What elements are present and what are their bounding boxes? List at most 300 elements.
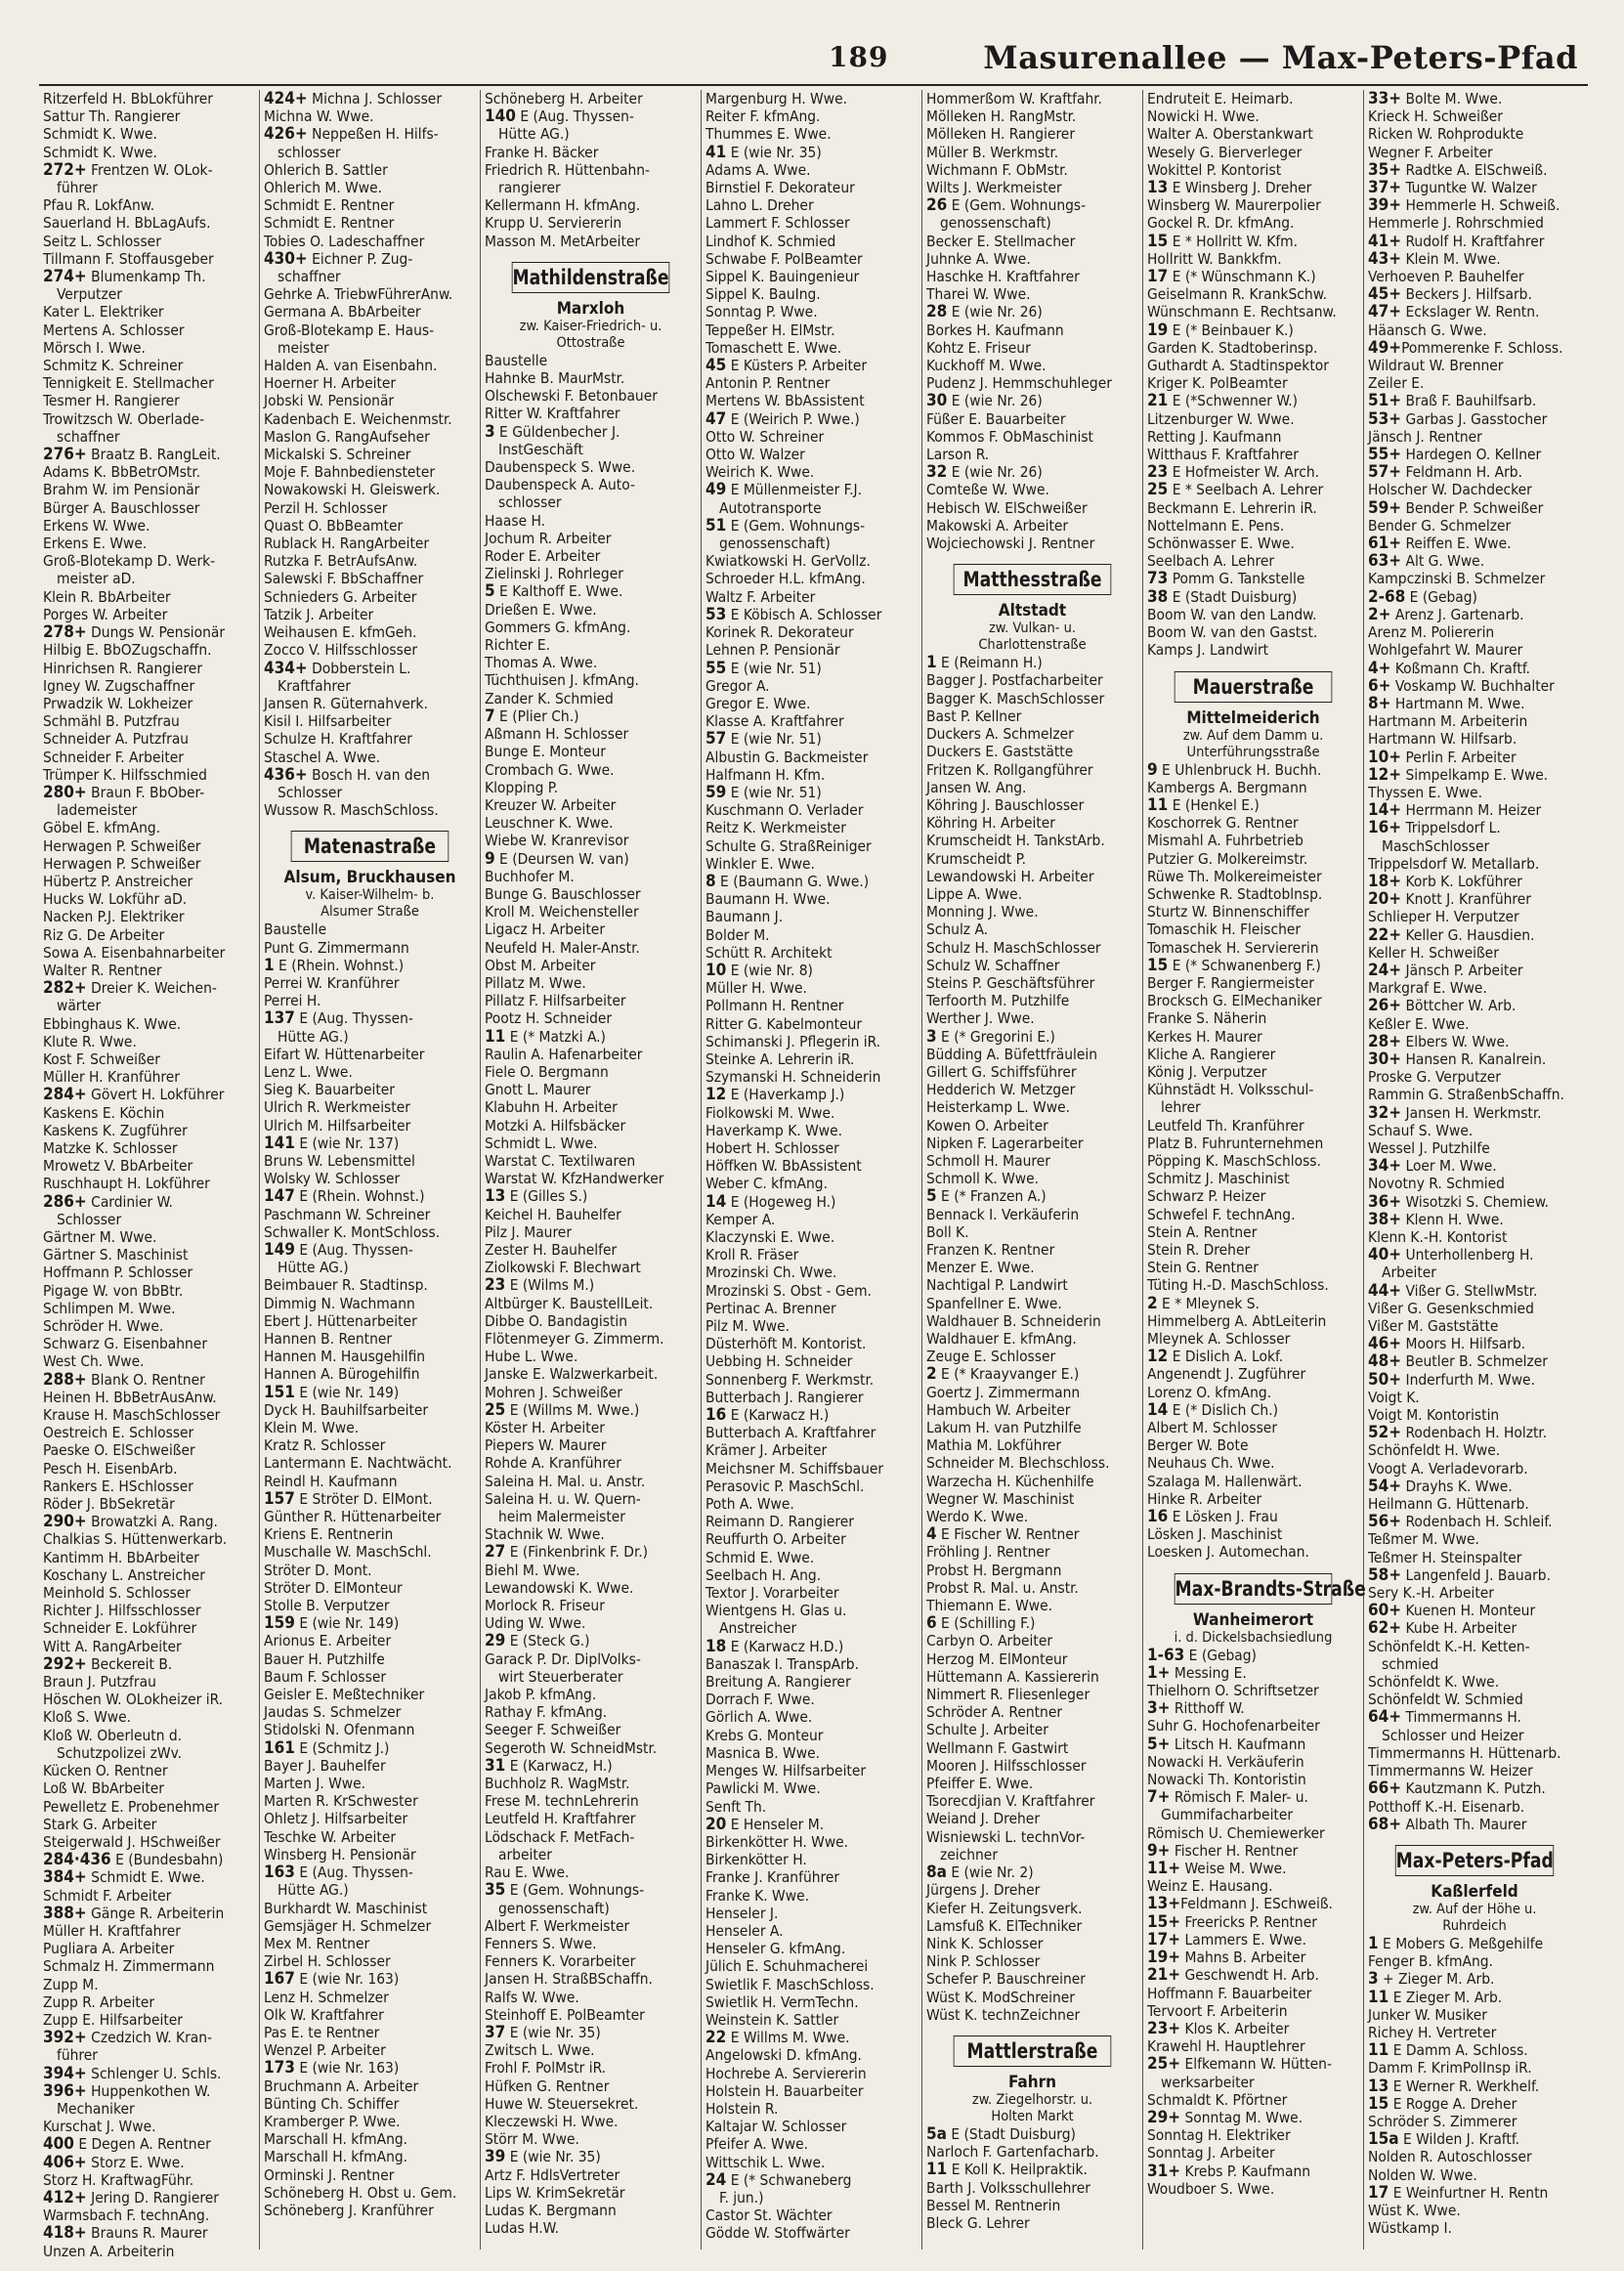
resident-entry (485, 1330, 697, 1348)
resident-text: Groß-Blotekamp D. Werk- (43, 552, 216, 571)
resident-text: Punt G. Zimmermann (264, 938, 409, 957)
resident-text: Thielhorn O. Schriftsetzer (1147, 1682, 1319, 1700)
resident-text: E Degen A. Rentner (73, 2135, 211, 2154)
house-number: 15 (1147, 231, 1169, 251)
resident-entry (1368, 517, 1581, 535)
resident-text: Sturtz W. Binnenschiffer (1147, 903, 1309, 921)
resident-text: Mrozinski Ch. Wwe. (705, 1264, 837, 1282)
resident-text: Wegner W. Maschinist (926, 1489, 1075, 1508)
resident-text: Köhring H. Arbeiter (926, 814, 1055, 833)
resident-entry (485, 2024, 697, 2041)
resident-entry (1368, 357, 1581, 374)
resident-entry (264, 1650, 476, 1668)
resident-entry (1147, 303, 1359, 321)
resident-text: Drayhs K. Wwe. (1401, 1477, 1513, 1495)
resident-text: Schmalz H. Zimmermann (43, 1957, 215, 1976)
resident-text: Pesch H. EisenbArb. (43, 1459, 178, 1478)
resident-text: Steins P. Geschäftsführer (926, 973, 1095, 992)
resident-text: E * Seelbach A. Lehrer (1168, 481, 1324, 499)
resident-entry (1147, 1241, 1359, 1259)
resident-entry (1368, 1015, 1581, 1033)
resident-text: Pollmann H. Rentner (705, 997, 844, 1015)
resident-text: Tervoort F. Arbeiterin (1147, 2001, 1288, 2020)
resident-text: Schmoll K. Wwe. (926, 1170, 1040, 1188)
resident-entry (705, 392, 918, 409)
house-number: 392+ (43, 2028, 87, 2048)
resident-entry (1368, 2024, 1581, 2041)
resident-entry (705, 1602, 918, 1619)
resident-entry (1147, 285, 1359, 303)
resident-text: Daubenspeck A. Auto- (485, 476, 635, 494)
resident-entry (926, 2179, 1138, 2197)
resident-entry (705, 446, 918, 463)
house-number: 22 (705, 2028, 727, 2048)
resident-entry (705, 374, 918, 392)
resident-text: Franke H. Bäcker (485, 143, 599, 161)
resident-entry (1368, 410, 1581, 428)
resident-entry (1368, 677, 1581, 695)
resident-entry (926, 868, 1138, 885)
resident-text: Bagger K. MaschSchlosser (926, 689, 1105, 707)
resident-text: Braatz B. RangLeit. (86, 446, 221, 464)
resident-text: Ludas H.W. (485, 2219, 559, 2238)
resident-entry (926, 410, 1138, 428)
resident-entry (1368, 321, 1581, 339)
house-number: 28 (926, 302, 948, 322)
resident-entry (705, 1122, 918, 1139)
resident-text: Litsch H. Kaufmann (1170, 1735, 1306, 1753)
resident-entry (1147, 1860, 1359, 1877)
resident-text: Schulze H. Kraftfahrer (264, 730, 412, 749)
resident-entry (705, 873, 918, 890)
resident-text: Tüchthuisen J. kfmAng. (485, 671, 639, 690)
resident-entry (485, 2059, 697, 2077)
resident-entry (1368, 997, 1581, 1014)
resident-text: Halden A. van Eisenbahn. (264, 357, 438, 375)
resident-text: Rankers E. HSchlosser (43, 1477, 193, 1495)
resident-text: Zirbel H. Schlosser (264, 1952, 391, 1971)
resident-text: E (Rhein. Wohnst.) (294, 1187, 425, 1206)
resident-entry (485, 1046, 697, 1063)
resident-text: Drießen E. Wwe. (485, 600, 597, 619)
house-number: 137 (264, 1008, 295, 1029)
resident-entry (1368, 2166, 1581, 2184)
resident-entry (1368, 623, 1581, 641)
resident-entry (264, 1419, 476, 1436)
resident-text: Leutfeld Th. Kranführer (1147, 1116, 1304, 1135)
resident-entry (1368, 2113, 1581, 2130)
resident-entry (1147, 1525, 1359, 1543)
resident-entry (1368, 339, 1581, 357)
resident-entry (705, 481, 918, 498)
resident-entry (705, 660, 918, 677)
resident-text: Loß W. BbArbeiter (43, 1779, 164, 1798)
resident-text: Kerkes H. Maurer (1147, 1027, 1262, 1046)
resident-entry (485, 1312, 697, 1330)
resident-entry (1147, 1046, 1359, 1063)
resident-entry (926, 1721, 1138, 1738)
resident-entry (1368, 1352, 1581, 1370)
resident-entry (926, 1952, 1138, 1970)
resident-text: Lantermann E. Nachtwächt. (264, 1454, 452, 1473)
resident-entry (705, 410, 918, 428)
resident-entry (43, 2082, 255, 2100)
house-number: 17 (1368, 2182, 1389, 2203)
resident-entry (264, 1668, 476, 1686)
resident-entry (43, 1584, 255, 1602)
resident-text: Brauns R. Maurer (86, 2224, 208, 2243)
resident-entry (1368, 2006, 1581, 2024)
resident-text: Feldmann J. ESchweiß. (1180, 1895, 1333, 1913)
resident-text: Nacken P.J. Elektriker (43, 908, 185, 926)
resident-text: Heilmann G. Hüttenarb. (1368, 1495, 1529, 1514)
resident-text: Langenfeld J. Bauarb. (1401, 1565, 1551, 1584)
resident-entry (264, 801, 476, 819)
resident-entry (485, 369, 697, 387)
resident-text: Hansen R. Kanalrein. (1401, 1050, 1547, 1068)
resident-text: Waltz F. Arbeiter (705, 587, 816, 606)
house-number: 15 (1147, 955, 1169, 975)
resident-entry (705, 979, 918, 997)
resident-text: genossenschaft) (940, 214, 1051, 233)
resident-text: Paeske O. ElSchweißer (43, 1441, 195, 1460)
resident-text: Arionus E. Arbeiter (264, 1632, 392, 1650)
resident-entry (485, 1597, 697, 1614)
resident-entry (264, 1739, 476, 1757)
house-number: 38+ (1368, 1209, 1402, 1229)
resident-entry (1368, 712, 1581, 730)
house-number: 6+ (1368, 675, 1391, 696)
resident-text: Franke K. Wwe. (705, 1886, 809, 1905)
resident-entry (43, 677, 255, 695)
resident-text: Ruschhaupt H. Lokführer (43, 1175, 210, 1193)
resident-entry (264, 641, 476, 659)
resident-entry (264, 1686, 476, 1703)
resident-text: Albustin G. Backmeister (705, 748, 869, 766)
resident-text: InstGeschäft (498, 440, 583, 458)
resident-entry (1368, 392, 1581, 409)
resident-text: Nipken F. Lagerarbeiter (926, 1134, 1084, 1152)
resident-text: Trippelsdorf L. (1401, 819, 1501, 837)
resident-entry (1368, 1798, 1581, 1816)
resident-entry (1368, 1638, 1581, 1655)
resident-text: Hommerßom W. Kraftfahr. (926, 90, 1102, 107)
house-number: 21 (1147, 391, 1169, 411)
resident-text: Kuenen H. Monteur (1401, 1602, 1536, 1620)
resident-entry (1147, 1771, 1359, 1788)
resident-entry (1147, 974, 1359, 992)
resident-text: Zeuge E. Schlosser (926, 1348, 1056, 1366)
resident-entry (705, 944, 918, 962)
resident-text: Pertinac A. Brenner (705, 1299, 836, 1317)
resident-entry (705, 1175, 918, 1192)
resident-entry (1147, 125, 1359, 143)
house-number: 50+ (1368, 1369, 1402, 1390)
resident-entry (705, 908, 918, 925)
resident-entry (264, 357, 476, 374)
resident-entry (1368, 1371, 1581, 1389)
house-number: 10 (705, 960, 727, 980)
resident-entry (705, 1549, 918, 1566)
resident-entry (43, 749, 255, 766)
resident-entry (705, 1104, 918, 1122)
resident-text: Ohlerich B. Sattler (264, 160, 388, 179)
house-number: 73 (1147, 569, 1169, 589)
resident-text: Beimbauer R. Stadtinsp. (264, 1276, 428, 1295)
resident-entry (485, 125, 697, 143)
resident-text: E (Gem. Wohnungs- (726, 516, 866, 535)
resident-text: Weinz E. Hausang. (1147, 1877, 1273, 1896)
house-number: 3+ (1147, 1698, 1171, 1719)
resident-text: Voigt K. (1368, 1388, 1420, 1406)
resident-entry (1368, 446, 1581, 463)
resident-text: Hüfken G. Rentner (485, 2077, 610, 2095)
resident-entry (264, 1900, 476, 1917)
resident-entry (926, 1330, 1138, 1348)
resident-entry (264, 107, 476, 125)
resident-entry (485, 974, 697, 992)
resident-text: Probst H. Bergmann (926, 1561, 1062, 1579)
resident-text: Timmermanns H. (1401, 1708, 1521, 1727)
house-number: 151 (264, 1382, 295, 1402)
resident-text: Potthoff K.-H. Eisenarb. (1368, 1797, 1525, 1816)
resident-text: Köster H. Arbeiter (485, 1419, 605, 1437)
resident-text: Uebbing H. Schneider (705, 1352, 853, 1371)
resident-text: arbeiter (498, 1845, 552, 1864)
resident-text: Aßmann H. Schlosser (485, 725, 629, 744)
resident-entry (485, 565, 697, 582)
district-heading: Alsum, Bruckhausen (283, 868, 456, 888)
resident-text: Vißer G. StellwMstr. (1401, 1281, 1538, 1300)
resident-entry (1147, 2126, 1359, 2144)
resident-entry (705, 1335, 918, 1352)
resident-entry (485, 885, 697, 903)
resident-text: Ligacz H. Arbeiter (485, 921, 606, 939)
resident-entry (264, 125, 476, 143)
resident-entry (43, 1424, 255, 1441)
resident-entry (43, 1104, 255, 1122)
resident-text: Crombach G. Wwe. (485, 760, 615, 779)
resident-entry (926, 1864, 1138, 1881)
resident-entry (264, 1473, 476, 1490)
resident-text: E (* Wünschmann K.) (1168, 268, 1316, 286)
resident-entry (926, 1703, 1138, 1721)
resident-entry (43, 2135, 255, 2153)
resident-entry (1368, 1033, 1581, 1050)
resident-text: Nink P. Schlosser (926, 1952, 1041, 1971)
resident-entry (1368, 1655, 1581, 1673)
resident-entry (926, 374, 1138, 392)
resident-text: Timmermanns W. Heizer (1368, 1762, 1533, 1780)
resident-text: Elfkemann W. Hütten- (1180, 2055, 1332, 2074)
resident-text: Schwabe F. PolBeamter (705, 249, 863, 268)
resident-text: Junker W. Musiker (1368, 2005, 1487, 2024)
resident-entry (926, 885, 1138, 903)
resident-entry (485, 1935, 697, 1952)
house-number: 8a (926, 1863, 947, 1883)
resident-entry (1368, 374, 1581, 392)
resident-text: Moje F. Bahnbediensteter (264, 463, 436, 482)
resident-entry (43, 1762, 255, 1779)
resident-text: E Müllenmeister F.J. (726, 481, 863, 499)
resident-entry (926, 671, 1138, 689)
resident-entry (1368, 107, 1581, 125)
resident-text: Hoffmann P. Schlosser (43, 1264, 193, 1282)
resident-text: Thyssen E. Wwe. (1368, 783, 1483, 801)
resident-text: E Hofmeister W. Arch. (1168, 463, 1320, 482)
resident-text: Hütte AG.) (498, 125, 570, 144)
resident-text: Masnica B. Wwe. (705, 1743, 820, 1762)
house-number: 64+ (1368, 1707, 1402, 1728)
resident-entry (926, 1241, 1138, 1259)
resident-entry (705, 144, 918, 161)
resident-text: Franke J. Kranführer (705, 1868, 840, 1887)
resident-entry (43, 1300, 255, 1317)
resident-entry (1147, 1717, 1359, 1735)
resident-entry (1368, 2078, 1581, 2095)
resident-entry (1368, 1619, 1581, 1637)
resident-text: Gehrke A. TriebwFührerAnw. (264, 285, 453, 304)
resident-text: Kowen O. Arbeiter (926, 1116, 1048, 1135)
resident-entry (705, 1887, 918, 1905)
directory-column (1364, 90, 1585, 2250)
resident-entry (926, 1028, 1138, 1046)
street-location-note: Ottostraße (556, 334, 625, 351)
resident-entry (485, 2006, 697, 2024)
house-number: 7 (485, 706, 495, 726)
resident-text: Hilbig E. BbOZugschaffn. (43, 641, 212, 660)
resident-entry (43, 2243, 255, 2260)
house-number: 62+ (1368, 1618, 1402, 1639)
street-heading: Max-Peters-Pfad (1395, 1845, 1554, 1876)
street-heading: Mauerstraße (1175, 671, 1333, 703)
resident-entry (264, 303, 476, 321)
resident-text: Nowacki Th. Kontoristin (1147, 1771, 1306, 1789)
resident-entry (43, 1673, 255, 1691)
resident-text: Schütt R. Architekt (705, 943, 833, 962)
resident-entry (264, 2006, 476, 2024)
resident-text: Swietlik F. MaschSchloss. (705, 1975, 875, 1993)
resident-text: E (wie Nr. 26) (947, 463, 1043, 482)
resident-text: Bender G. Schmelzer (1368, 516, 1512, 535)
resident-entry (926, 268, 1138, 285)
resident-text: Zupp M. (43, 1975, 99, 1993)
resident-entry (705, 1371, 918, 1389)
resident-entry (705, 463, 918, 481)
resident-text: Herwagen P. Schweißer (43, 836, 201, 855)
resident-text: E * Mleynek S. (1157, 1294, 1260, 1312)
house-number: 388+ (43, 1903, 87, 1923)
resident-entry (43, 1922, 255, 1940)
resident-text: Schröder H. Wwe. (43, 1317, 164, 1336)
resident-text: Wussow R. MaschSchloss. (264, 801, 439, 820)
house-number: 55+ (1368, 445, 1402, 465)
resident-entry (1147, 1312, 1359, 1330)
resident-entry (485, 619, 697, 636)
resident-text: Anstreicher (719, 1619, 797, 1638)
resident-entry (1368, 1952, 1581, 1970)
resident-text: Geisler E. Meßtechniker (264, 1686, 425, 1704)
resident-text: Koßmann Ch. Kraftf. (1390, 659, 1530, 677)
resident-entry (485, 1241, 697, 1259)
resident-entry (43, 588, 255, 606)
resident-text: Kambergs A. Bergmann (1147, 778, 1307, 796)
resident-text: Marschall H. kfmAng. (264, 2130, 408, 2149)
resident-text: Klopping P. (485, 778, 559, 796)
resident-text: Gommers G. kfmAng. (485, 618, 631, 636)
resident-entry (264, 1117, 476, 1135)
resident-entry (264, 1259, 476, 1276)
resident-text: Kroll R. Fräser (705, 1246, 799, 1264)
resident-entry (705, 2118, 918, 2135)
resident-text: Szalaga M. Hallenwärt. (1147, 1472, 1303, 1490)
street-heading: Mattlerstraße (954, 2035, 1112, 2067)
resident-text: Dibbe O. Bandagistin (485, 1311, 628, 1330)
resident-text: Richey H. Vertreter (1368, 2023, 1497, 2041)
resident-entry (264, 268, 476, 285)
resident-text: Schwarz G. Eisenbahner (43, 1335, 208, 1353)
resident-text: Eichner P. Zug- (307, 249, 413, 268)
resident-text: Kaskens K. Zugführer (43, 1121, 188, 1139)
resident-text: E (wie Nr. 35) (505, 2023, 601, 2041)
resident-entry (485, 2202, 697, 2219)
resident-text: E (Karwacz H.) (726, 1406, 830, 1425)
resident-text: Kramberger P. Wwe. (264, 2112, 401, 2130)
resident-text: meister aD. (57, 570, 136, 588)
resident-entry (43, 837, 255, 855)
resident-entry (926, 743, 1138, 760)
resident-text: Muschalle W. MaschSchl. (264, 1543, 432, 1562)
resident-text: E (wie Nr. 2) (946, 1864, 1034, 1882)
resident-entry (926, 1276, 1138, 1294)
resident-entry (705, 801, 918, 819)
resident-entry (485, 1989, 697, 2006)
resident-entry (1368, 855, 1581, 873)
resident-entry (43, 1798, 255, 1816)
resident-text: Reiffen E. Wwe. (1401, 535, 1512, 553)
resident-text: Makowski A. Arbeiter (926, 516, 1069, 535)
resident-entry (264, 1348, 476, 1365)
resident-text: Jobski W. Pensionär (264, 392, 395, 410)
resident-entry (485, 423, 697, 441)
resident-text: Spanfellner E. Wwe. (926, 1294, 1062, 1312)
house-number: 25 (485, 1399, 506, 1420)
resident-text: Bolte M. Wwe. (1401, 90, 1503, 107)
resident-text: Kurschat J. Wwe. (43, 2118, 156, 2136)
house-number: 53 (705, 604, 727, 624)
resident-text: Reindl H. Kaufmann (264, 1472, 398, 1490)
resident-entry (43, 2207, 255, 2224)
resident-entry (926, 2197, 1138, 2214)
resident-text: Wessel J. Putzhilfe (1368, 1138, 1490, 1157)
resident-text: Gnott L. Maurer (485, 1081, 591, 1099)
resident-entry (705, 1228, 918, 1246)
resident-text: Borkes H. Kaufmann (926, 321, 1064, 339)
resident-text: Moors H. Hilfsarb. (1401, 1335, 1526, 1353)
house-number: 52+ (1368, 1423, 1402, 1443)
resident-entry (264, 214, 476, 232)
resident-text: Oestreich E. Schlosser (43, 1424, 194, 1442)
resident-text: E (Karwacz, H.) (505, 1756, 613, 1775)
resident-text: Carbyn O. Arbeiter (926, 1632, 1053, 1650)
resident-entry (485, 1365, 697, 1383)
resident-text: Schönfeldt K. Wwe. (1368, 1673, 1500, 1692)
district-heading: Fahrn (1007, 2072, 1057, 2092)
resident-text: E Damm A. Schloss. (1389, 2041, 1528, 2060)
resident-text: Ziolkowski F. Blechwart (485, 1259, 641, 1277)
resident-text: Lenz H. Schmelzer (264, 1988, 389, 2006)
resident-text: Dorrach F. Wwe. (705, 1691, 815, 1709)
